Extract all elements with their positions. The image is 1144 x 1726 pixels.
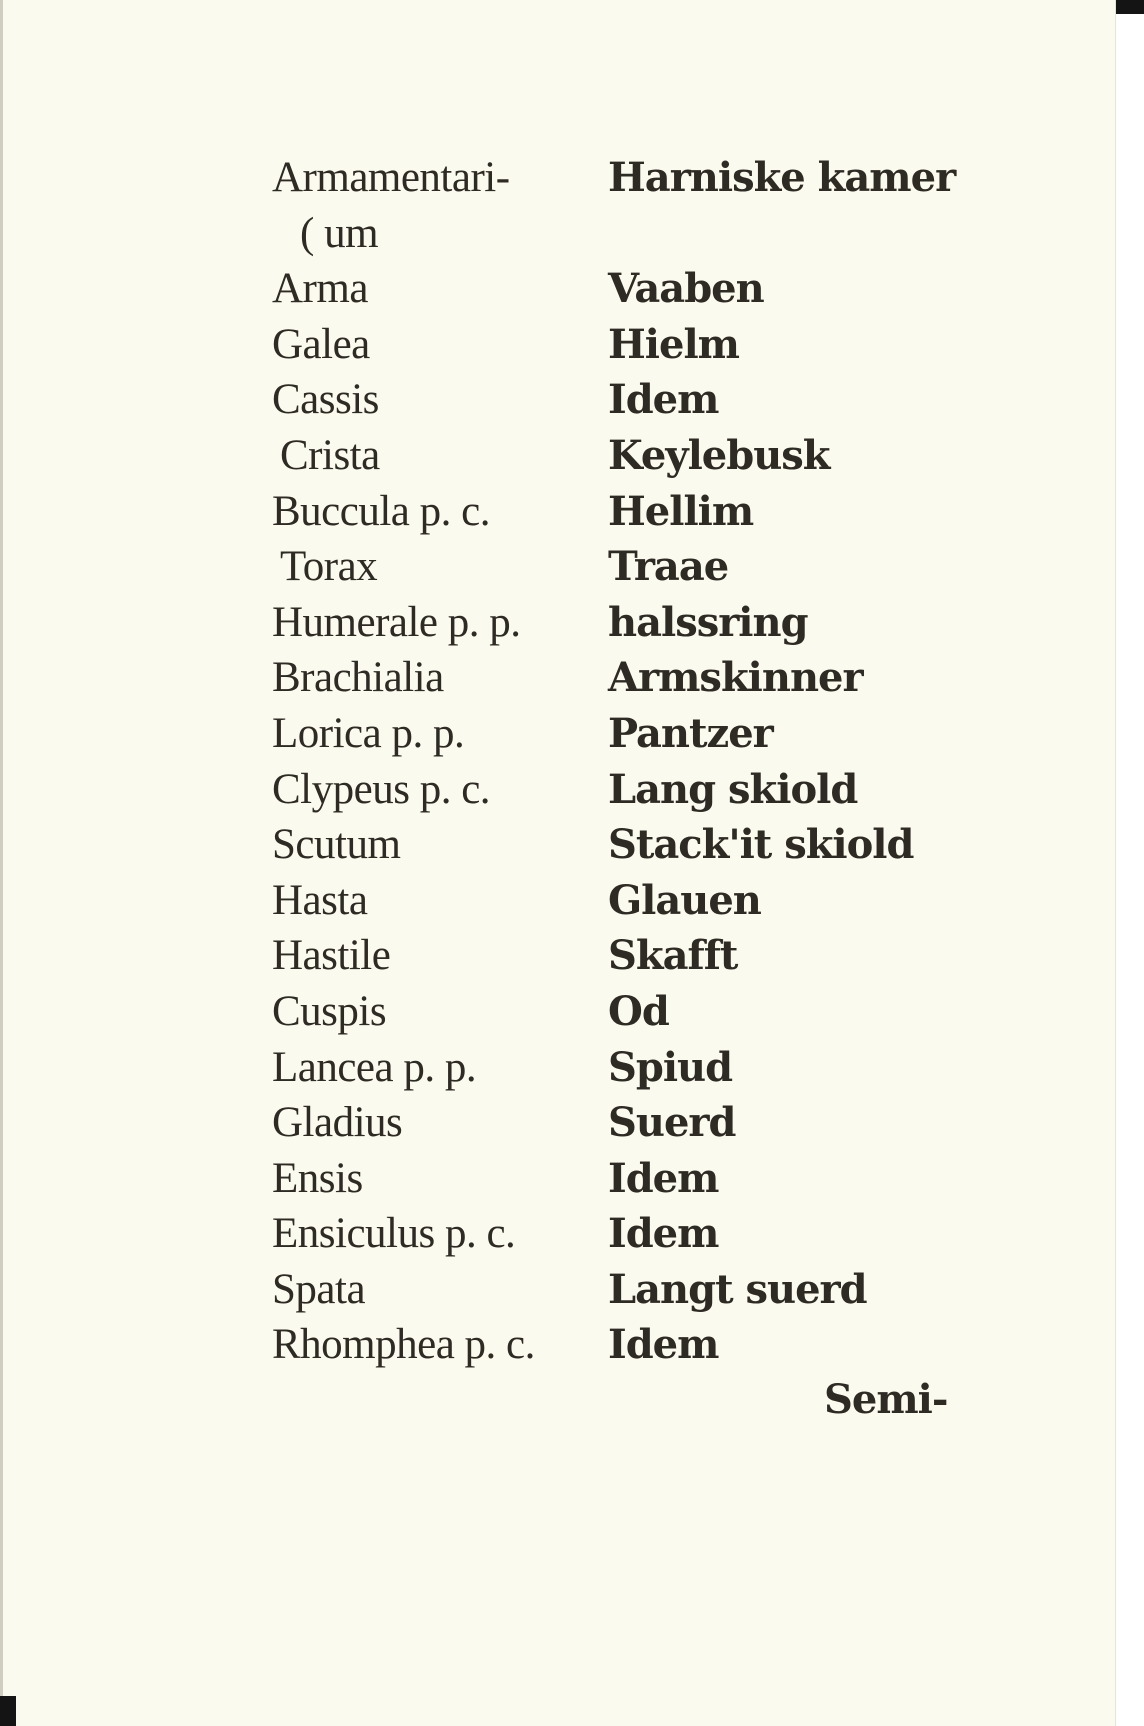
page-edge-right [1115,0,1144,1726]
glossary-row [272,428,972,484]
vernacular-term: Stack'it skiold [608,821,914,869]
latin-term: Humerale p. p. [272,598,521,646]
glossary-row [272,484,972,540]
latin-term: Scutum [272,821,401,869]
latin-term: Lancea p. p. [272,1043,477,1091]
glossary-row [272,650,972,706]
vernacular-term: Idem [608,1210,719,1258]
latin-term: Brachialia [272,654,444,702]
glossary-row [272,317,972,373]
glossary-row [272,1040,972,1096]
glossary-row [272,1206,972,1262]
latin-term: Ensis [272,1154,363,1202]
vernacular-term: Glauen [608,876,761,924]
latin-term: Clypeus p. c. [272,765,491,813]
glossary-row [272,873,972,929]
latin-term: Buccula p. c. [272,487,490,535]
glossary-list [272,150,972,1373]
vernacular-term: Idem [608,1154,719,1202]
glossary-row [272,539,972,595]
latin-term: Spata [272,1265,366,1313]
latin-term: Cuspis [272,987,387,1035]
glossary-row [272,1095,972,1151]
latin-term: Rhomphea p. c. [272,1321,535,1369]
latin-term: Galea [272,320,370,368]
glossary-row [272,150,972,206]
glossary-row [272,595,972,651]
vernacular-term: Langt suerd [608,1265,867,1313]
vernacular-term: halssring [608,598,808,646]
glossary-row [272,206,972,262]
vernacular-term: Suerd [608,1099,736,1147]
vernacular-term: Spiud [608,1043,733,1091]
vernacular-term: Idem [608,1321,719,1369]
vernacular-term: Hellim [608,487,754,535]
latin-term: Cassis [272,376,379,424]
glossary-row [272,928,972,984]
latin-term: Armamentari- [272,154,510,201]
latin-term: Crista [280,431,380,479]
glossary-row [272,372,972,428]
latin-term: Gladius [272,1099,403,1147]
glossary-row [272,1317,972,1373]
vernacular-term: Armskinner [608,654,863,702]
vernacular-term: Harniske kamer [608,154,956,201]
vernacular-term: Skafft [608,932,738,980]
glossary-row [272,817,972,873]
scan-marker-top-right [1116,0,1144,14]
catchword: Semi- [824,1376,948,1423]
latin-term: Hastile [272,932,391,980]
vernacular-term: Idem [608,376,719,424]
latin-term: Lorica p. p. [272,709,465,757]
glossary-row [272,1151,972,1207]
vernacular-term: Vaaben [608,265,764,313]
latin-term: Arma [272,265,368,313]
vernacular-term: Lang skiold [608,765,858,813]
glossary-row [272,984,972,1040]
vernacular-term: Pantzer [608,709,773,757]
latin-term: ( um [300,209,379,257]
glossary-row [272,1262,972,1318]
vernacular-term: Hielm [608,320,739,368]
vernacular-term: Traae [608,543,729,591]
glossary-row [272,706,972,762]
page-edge-left [0,0,3,1726]
glossary-row [272,261,972,317]
glossary-row [272,762,972,818]
latin-term: Torax [280,543,378,591]
latin-term: Hasta [272,876,368,924]
scan-marker-bottom-left [0,1696,16,1726]
vernacular-term: Keylebusk [608,431,830,479]
vernacular-term: Od [608,987,669,1035]
latin-term: Ensiculus p. c. [272,1210,516,1258]
